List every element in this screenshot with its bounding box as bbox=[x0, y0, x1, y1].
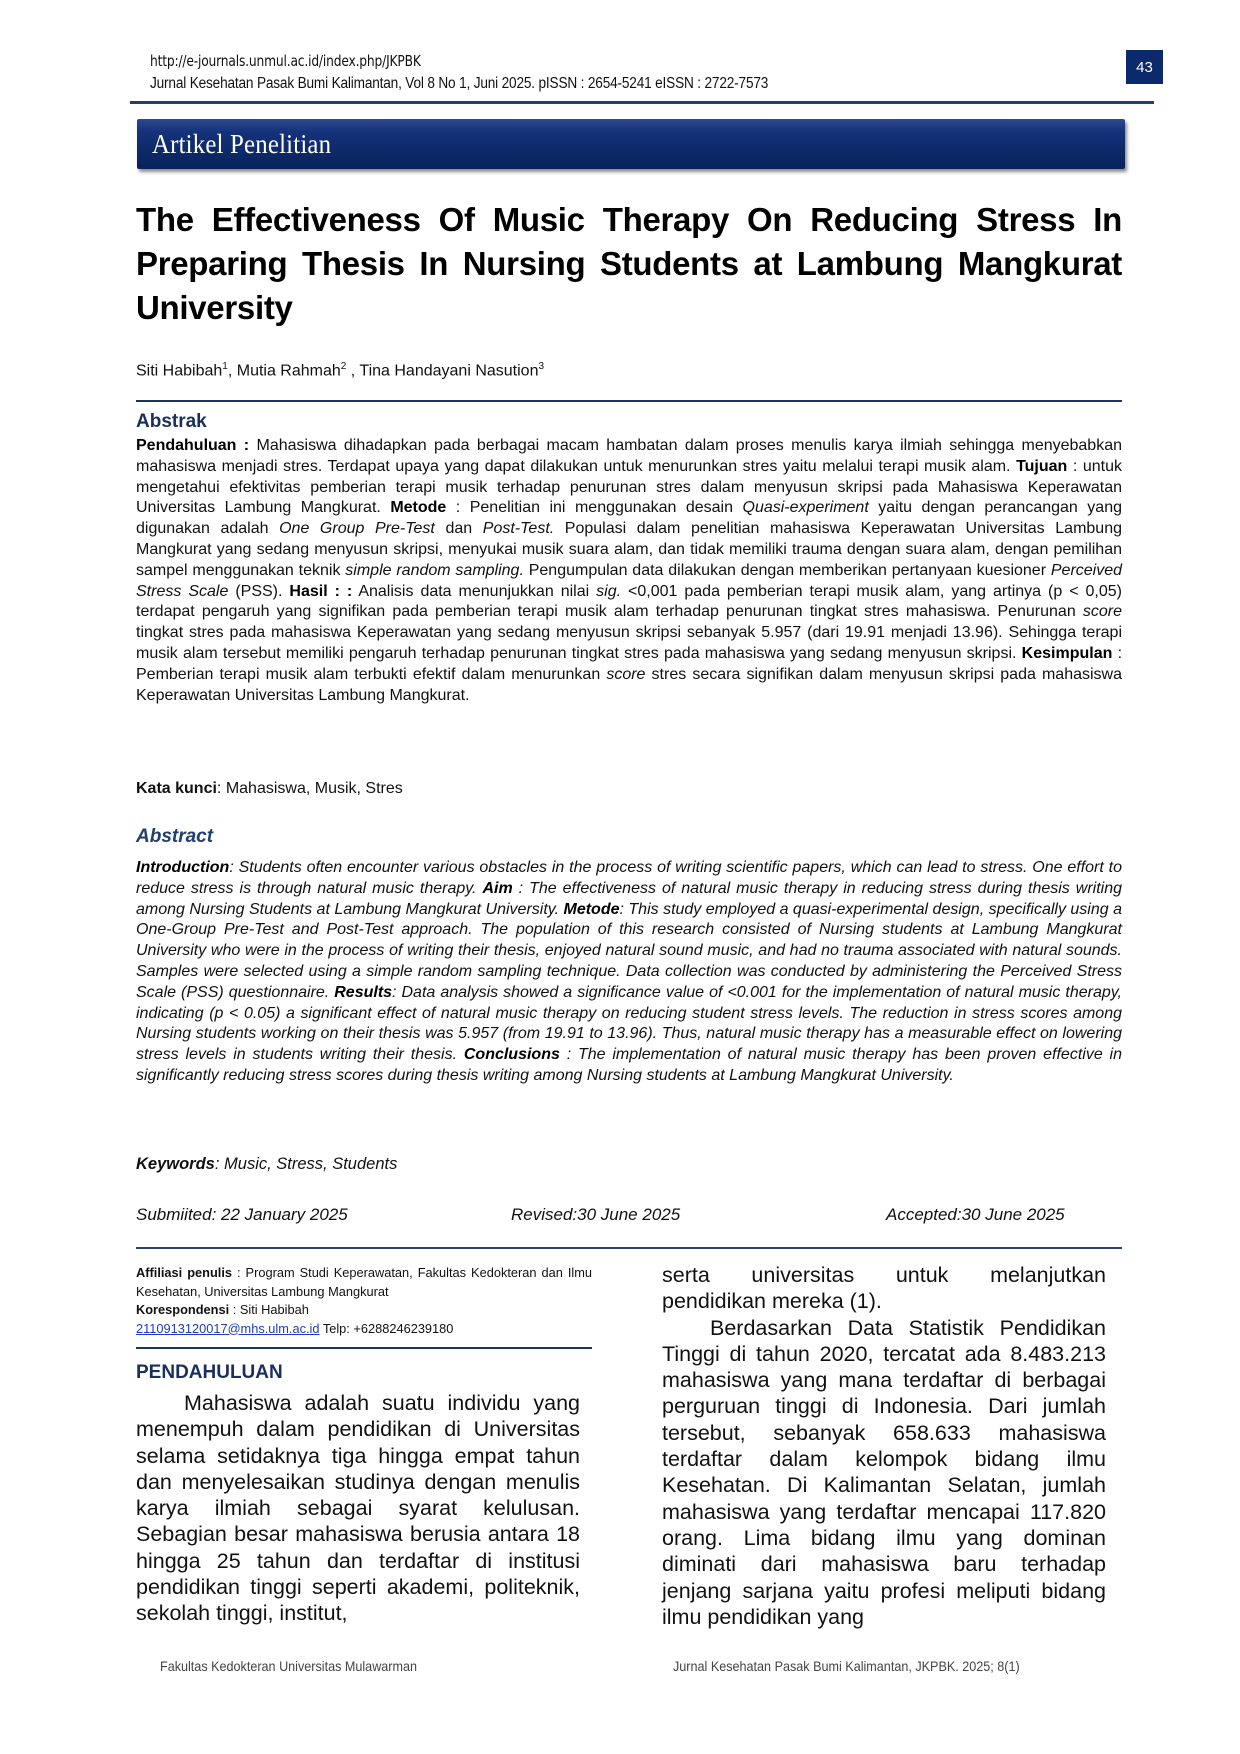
kata-kunci-label: Kata kunci bbox=[136, 780, 217, 797]
emphasized-term: Post-Test. bbox=[482, 520, 555, 538]
text-run: : untuk mengetahui efektivitas pemberian terapi musik terhadap penurunan stres dalam menyusun skripsi pada Mahasiswa Keperawatan Universitas Lambung Mangkurat. bbox=[136, 457, 1122, 517]
text-run: Pengumpulan data dilakukan dengan memberikan pertanyaan kuesioner bbox=[523, 561, 1051, 579]
title-line: The Effectiveness Of Music Therapy On Reducing Stress In bbox=[136, 201, 1122, 238]
author-affiliation-marker: 3 bbox=[538, 361, 545, 372]
header-divider bbox=[130, 101, 1154, 104]
title-line: University bbox=[136, 289, 293, 326]
section-label: Aim bbox=[482, 879, 513, 897]
emphasized-term: Perceived Stress Scale bbox=[136, 561, 1123, 600]
emphasized-term: Quasi-experiment bbox=[742, 499, 869, 517]
correspondence-label: Korespondensi bbox=[136, 1302, 230, 1317]
text-run: : Students often encounter various obstacles in the process of writing scientific papers, which can lead to stress. One effort to reduce stress is through natural music therapy. bbox=[136, 859, 1122, 897]
abstrak-body bbox=[136, 436, 1122, 706]
email-link[interactable]: 2110913120017@mhs.ulm.ac.id bbox=[136, 1320, 320, 1336]
author-name: Tina Handayani Nasution bbox=[359, 362, 539, 380]
kata-kunci-value: : Mahasiswa, Musik, Stres bbox=[216, 780, 403, 797]
body-paragraph-continuation: serta universitas untuk melanjutkan pendidikan mereka (1). bbox=[662, 1263, 1106, 1314]
section-label: Kesimpulan bbox=[1021, 644, 1113, 662]
author-name: Mutia Rahmah bbox=[236, 362, 341, 380]
text-run: Analisis data menunjukkan nilai bbox=[352, 582, 597, 600]
abstract-heading: Abstract bbox=[136, 826, 214, 847]
phone-number: Telp: +6288246239180 bbox=[319, 1320, 454, 1336]
author-affiliation-marker: 2 bbox=[340, 361, 347, 372]
footer-journal-citation: Jurnal Kesehatan Pasak Bumi Kalimantan, JKPBK. 2025; 8(1) bbox=[673, 1658, 1020, 1674]
journal-url: http://e-journals.unmul.ac.id/index.php/JKPBK bbox=[150, 52, 421, 70]
emphasized-term: score bbox=[1082, 603, 1122, 621]
article-type-label: Artikel Penelitian bbox=[152, 129, 332, 159]
body-paragraph: Mahasiswa adalah suatu individu yang menempuh dalam pendidikan di Universitas selama setidaknya tiga hingga empat tahun dan menyelesaikan studinya dengan menulis karya ilmiah sebagai syarat kelulusan. Sebagian besar mahasiswa berusia antara 18 hingga 25 tahun dan terdaftar di institusi pendidikan tinggi seperti akademi, politeknik, sekolah tinggi, institut, bbox=[136, 1391, 580, 1626]
section-label: Pendahuluan : bbox=[136, 437, 250, 454]
page-number-badge: 43 bbox=[1126, 50, 1163, 84]
text-run: : The implementation of natural music therapy has been proven effective in significantly reducing stress scores during thesis writing among Nursing students at Lambung Mangkurat University. bbox=[136, 1046, 1122, 1084]
text-run: yaitu dengan perancangan yang digunakan adalah bbox=[136, 499, 1122, 538]
text-run: dan bbox=[434, 520, 483, 538]
correspondence-value: : Siti Habibah bbox=[229, 1302, 309, 1317]
emphasized-term: simple random sampling. bbox=[345, 561, 524, 579]
section-label: Hasil : : bbox=[289, 582, 353, 600]
authors-divider bbox=[136, 400, 1122, 402]
author-name: Siti Habibah bbox=[136, 362, 223, 380]
emphasized-term: score bbox=[606, 665, 646, 683]
text-run: Mahasiswa dihadapkan pada berbagai macam hambatan dalam proses menulis karya ilmiah sehingga menyebabkan mahasiswa menjadi stres. Terdapat upaya yang dapat dilakukan untuk menurunkan stres yaitu melalui terapi musik alam. bbox=[136, 437, 1123, 475]
section-label: Metode bbox=[563, 900, 620, 918]
title-line: Preparing Thesis In Nursing Students at Lambung Mangkurat bbox=[136, 245, 1122, 282]
text-run: stres secara signifikan dalam menyusun skripsi pada mahasiswa Keperawatan Universitas Lambung Mangkurat. bbox=[136, 665, 1122, 704]
affiliation-block bbox=[136, 1264, 592, 1338]
text-run: : This study employed a quasi-experimental design, specifically using a One-Group Pre-Test and Post-Test approach. The population of this research consisted of Nursing students at Lambung Mangkurat University who were in the process of writing their thesis, enjoyed natural sound music, and had no trauma associated with natural sounds. Samples were selected using a simple random sampling technique. Data collection was conducted by administering the Perceived Stress Scale (PSS) questionnaire. bbox=[136, 900, 1122, 1001]
kata-kunci bbox=[136, 780, 403, 798]
text-run: tingkat stres pada mahasiswa Keperawatan yang sedang menyusun skripsi sebanyak 5.957 (dari 19.91 menjadi 13.96). Sehingga terapi musik alam tersebut memiliki pengaruh terhadap penurunan tingkat stres pada mahasiswa yang sedang menyusun skripsi. bbox=[136, 624, 1122, 662]
author-list bbox=[136, 361, 544, 380]
pendahuluan-heading: PENDAHULUAN bbox=[136, 1362, 283, 1383]
keywords bbox=[136, 1155, 397, 1174]
affiliation-label: Affiliasi penulis bbox=[136, 1265, 233, 1280]
accepted-date: Accepted:30 June 2025 bbox=[886, 1205, 1065, 1224]
text-run: : Penelitian ini menggunakan desain bbox=[446, 499, 743, 517]
affiliation-value: : Program Studi Keperawatan, Fakultas Kedokteran dan Ilmu Kesehatan, Universitas Lambung Mangkurat bbox=[136, 1265, 593, 1299]
footer-faculty: Fakultas Kedokteran Universitas Mulawarman bbox=[160, 1658, 418, 1674]
journal-citation-line: Jurnal Kesehatan Pasak Bumi Kalimantan, Vol 8 No 1, Juni 2025. pISSN : 2654-5241 eISSN : 2722-7573 bbox=[150, 75, 769, 92]
text-run: : The effectiveness of natural music therapy in reducing stress during thesis writing among Nursing Students at Lambung Mangkurat University. bbox=[136, 879, 1123, 918]
body-column-right bbox=[662, 1262, 1106, 1630]
submitted-date: Submiited: 22 January 2025 bbox=[136, 1205, 348, 1224]
article-title bbox=[136, 198, 1122, 330]
revised-date: Revised:30 June 2025 bbox=[511, 1205, 681, 1224]
author-affiliation-marker: 1 bbox=[222, 361, 228, 372]
emphasized-term: sig. bbox=[596, 582, 622, 600]
abstrak-heading: Abstrak bbox=[136, 411, 207, 432]
keywords-value: : Music, Stress, Students bbox=[214, 1155, 398, 1173]
author-separator: , bbox=[227, 362, 237, 380]
affiliation-divider bbox=[136, 1347, 592, 1349]
author-separator: , bbox=[346, 362, 360, 380]
body-paragraph: Berdasarkan Data Statistik Pendidikan Tinggi di tahun 2020, tercatat ada 8.483.213 mahasiswa yang mana terdaftar di berbagai perguruan tinggi di Indonesia. Dari jumlah tersebut, sebanyak 658.633 mahasiswa terdaftar dalam kelompok bidang ilmu Kesehatan. Di Kalimantan Selatan, jumlah mahasiswa yang terdaftar mencapai 117.820 orang. Lima bidang ilmu yang dominan diminati dari mahasiswa baru terhadap jenjang sarjana yaitu profesi meliputi bidang ilmu pendidikan yang bbox=[662, 1315, 1106, 1629]
emphasized-term: One Group Pre-Test bbox=[279, 520, 435, 538]
text-run: : Data analysis showed a significance value of <0.001 for the implementation of natural music therapy, indicating (p < 0.05) a significant effect of natural music therapy on reducing student stress levels. The reduction in stress scores among Nursing students working on their thesis was 5.957 (from 19.91 to 13.96). Thus, natural music therapy has a measurable effect on lowering stress levels in students writing their thesis. bbox=[136, 983, 1122, 1064]
section-label: Metode bbox=[390, 499, 447, 517]
section-label: Tujuan bbox=[1016, 457, 1068, 475]
dates-divider bbox=[136, 1247, 1122, 1249]
text-run: (PSS). bbox=[228, 582, 290, 600]
abstract-body bbox=[136, 858, 1122, 1087]
body-column-left bbox=[136, 1390, 580, 1627]
keywords-label: Keywords bbox=[136, 1155, 215, 1173]
section-label: Conclusions bbox=[463, 1046, 560, 1064]
section-label: Results bbox=[334, 983, 393, 1001]
text-run: Populasi dalam penelitian mahasiswa Keperawatan Universitas Lambung Mangkurat yang sedang menyusun skripsi, menyukai musik suara alam, dan tidak memiliki trauma dengan suara alam, dengan pemilihan sampel menggunakan teknik bbox=[136, 520, 1122, 579]
section-label: Introduction bbox=[136, 859, 230, 876]
text-run: <0,001 pada pemberian terapi musik alam, yang artinya (p < 0,05) terdapat pengaruh yang signifikan pada pemberian terapi musik alam terhadap penurunan tingkat stres mahasiswa. Penurunan bbox=[136, 582, 1122, 621]
text-run: : Pemberian terapi musik alam terbukti efektif dalam menurunkan bbox=[136, 644, 1123, 683]
